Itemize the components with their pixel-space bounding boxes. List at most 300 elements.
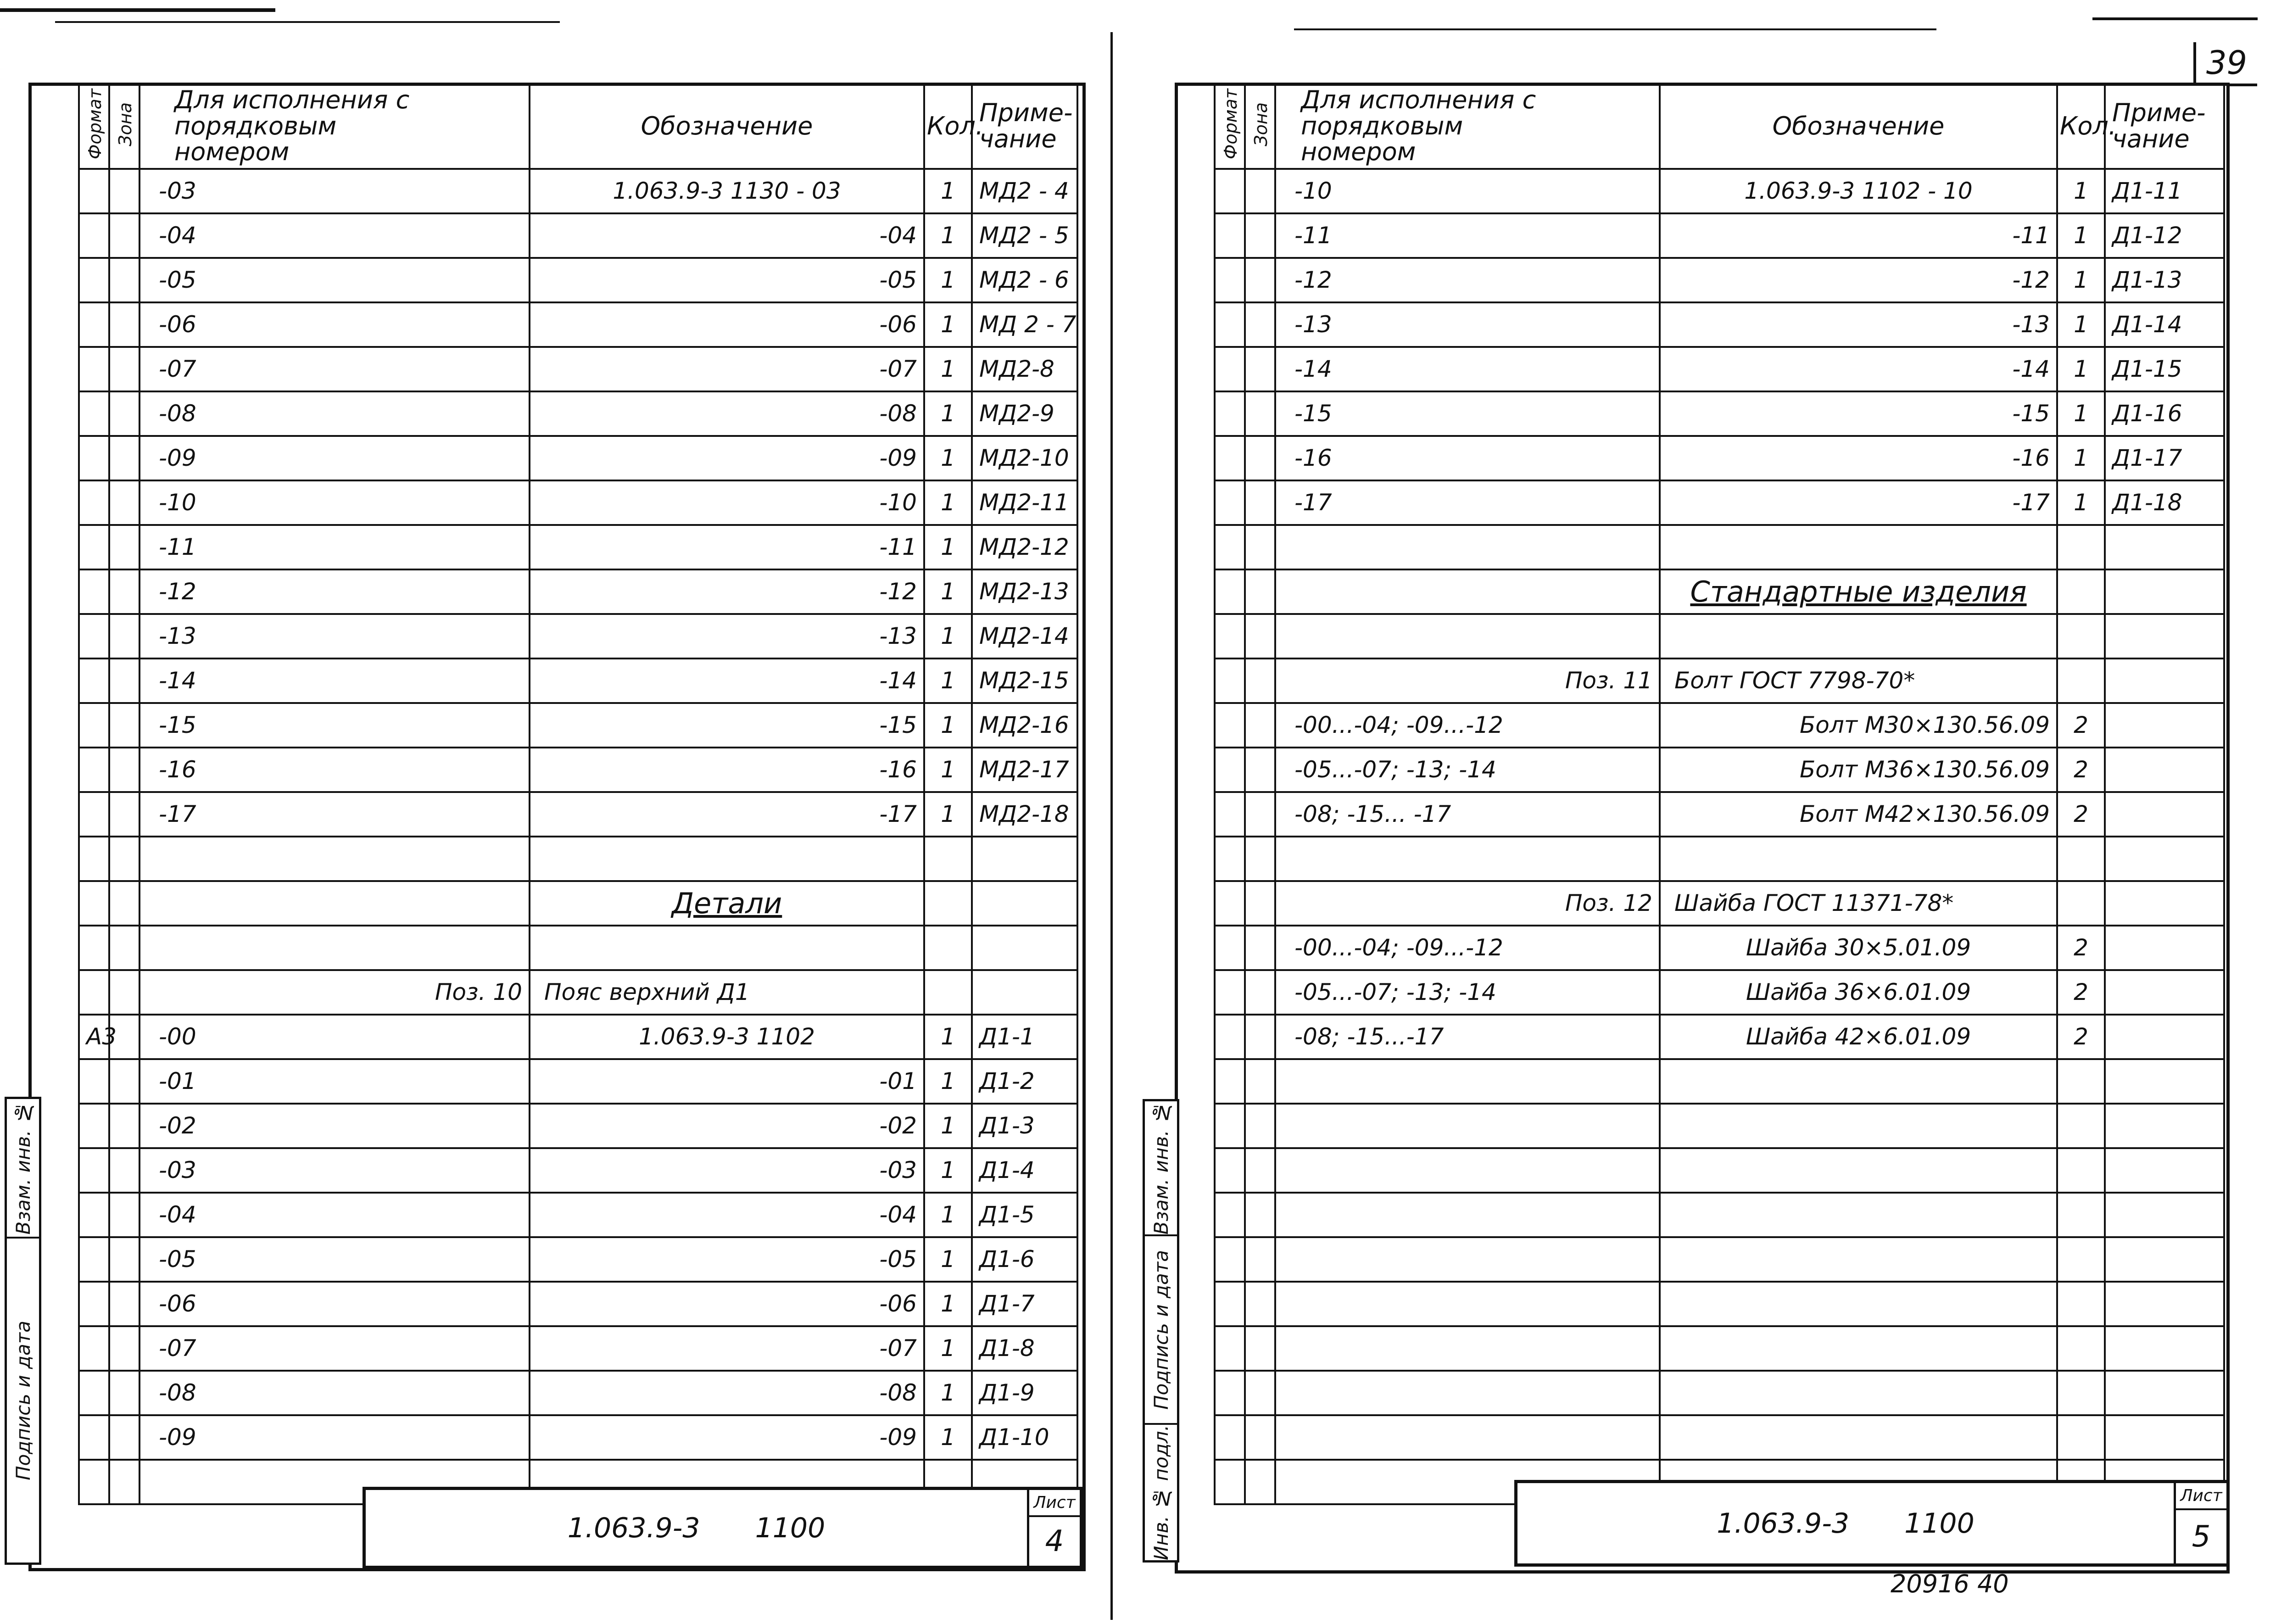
cell-note: Д1-15 <box>2105 347 2224 391</box>
table-row <box>1215 1415 2224 1460</box>
cell-designation <box>530 926 924 970</box>
col-qty: Кол. <box>2057 84 2105 169</box>
cell-designation: Шайба ГОСТ 11371-78* <box>1660 881 2057 926</box>
cell-zone <box>109 614 139 659</box>
cell-zone <box>109 1460 139 1504</box>
top-rule-left <box>0 8 275 12</box>
right-margin-strip <box>1143 1099 1179 1563</box>
cell-variant <box>1275 1104 1660 1148</box>
table-row <box>1215 525 2224 569</box>
cell-format <box>1215 569 1245 614</box>
cell-variant: -12 <box>1275 258 1660 302</box>
cell-qty: 1 <box>924 1415 972 1460</box>
cell-note: МД2-15 <box>972 659 1077 703</box>
col-note: Приме- чание <box>972 84 1077 169</box>
cell-note: Д1-13 <box>2105 258 2224 302</box>
cell-qty: 1 <box>2057 169 2105 213</box>
cell-variant <box>1275 569 1660 614</box>
left-title-block <box>363 1487 1083 1569</box>
cell-designation: -13 <box>1660 302 2057 347</box>
table-row <box>79 302 1077 347</box>
cell-designation: -09 <box>530 1415 924 1460</box>
cell-variant <box>1275 614 1660 659</box>
cell-format <box>79 525 109 569</box>
left-title-main <box>366 1490 1029 1566</box>
table-row <box>79 169 1077 213</box>
cell-format <box>79 1371 109 1415</box>
cell-zone <box>1245 1148 1275 1193</box>
cell-designation: -04 <box>530 213 924 258</box>
cell-designation: -05 <box>530 1237 924 1282</box>
cell-note: Д1-17 <box>2105 436 2224 480</box>
cell-zone <box>1245 703 1275 748</box>
cell-variant: -15 <box>1275 391 1660 436</box>
cell-zone <box>1245 213 1275 258</box>
cell-note <box>972 837 1077 881</box>
cell-qty: 1 <box>2057 258 2105 302</box>
cell-qty: 1 <box>924 1237 972 1282</box>
cell-zone <box>1245 1237 1275 1282</box>
cell-zone <box>1245 1015 1275 1059</box>
cell-qty <box>924 837 972 881</box>
cell-note <box>2105 1282 2224 1326</box>
cell-designation: -06 <box>530 1282 924 1326</box>
cell-variant: -14 <box>1275 347 1660 391</box>
cell-variant: -14 <box>139 659 530 703</box>
cell-format <box>1215 1015 1245 1059</box>
cell-format <box>1215 1415 1245 1460</box>
table-row <box>79 525 1077 569</box>
cell-zone <box>1245 1282 1275 1326</box>
cell-zone <box>109 1104 139 1148</box>
cell-designation: -16 <box>530 748 924 792</box>
cell-format <box>79 1460 109 1504</box>
cell-designation: Болт М36×130.56.09 <box>1660 748 2057 792</box>
cell-format <box>79 926 109 970</box>
cell-variant: -10 <box>1275 169 1660 213</box>
cell-zone <box>1245 970 1275 1015</box>
cell-qty <box>2057 1148 2105 1193</box>
cell-format <box>79 614 109 659</box>
left-sheet-cell <box>1029 1490 1080 1566</box>
cell-note <box>972 881 1077 926</box>
cell-format <box>79 1415 109 1460</box>
cell-variant: -11 <box>139 525 530 569</box>
table-row <box>1215 169 2224 213</box>
cell-zone <box>1245 480 1275 525</box>
cell-variant <box>1275 1415 1660 1460</box>
cell-designation: -10 <box>530 480 924 525</box>
cell-note: МД2 - 4 <box>972 169 1077 213</box>
cell-note <box>2105 1371 2224 1415</box>
cell-qty <box>2057 525 2105 569</box>
table-row <box>1215 213 2224 258</box>
cell-qty: 1 <box>2057 213 2105 258</box>
cell-format <box>1215 703 1245 748</box>
cell-format <box>1215 1059 1245 1104</box>
cell-format <box>1215 1282 1245 1326</box>
cell-variant: -05 <box>139 258 530 302</box>
left-doc-number: 1100 <box>755 1512 826 1544</box>
right-margin-signature: Подпись и дата <box>1145 1236 1177 1424</box>
cell-qty: 2 <box>2057 792 2105 837</box>
cell-qty: 1 <box>924 480 972 525</box>
cell-note: Д1-7 <box>972 1282 1077 1326</box>
table-row <box>1215 748 2224 792</box>
cell-variant: -16 <box>139 748 530 792</box>
cell-variant <box>1275 1059 1660 1104</box>
cell-zone <box>109 926 139 970</box>
cell-designation: Шайба 36×6.01.09 <box>1660 970 2057 1015</box>
cell-zone <box>1245 569 1275 614</box>
table-row <box>1215 926 2224 970</box>
cell-variant: -13 <box>139 614 530 659</box>
table-row <box>79 1015 1077 1059</box>
cell-designation: -14 <box>530 659 924 703</box>
right-doc-code: 1.063.9-3 <box>1717 1507 1850 1540</box>
cell-format <box>79 302 109 347</box>
cell-qty: 1 <box>924 391 972 436</box>
cell-note: Д1-5 <box>972 1193 1077 1237</box>
cell-format <box>79 1059 109 1104</box>
cell-format <box>79 1148 109 1193</box>
cell-format <box>79 480 109 525</box>
margin-cell-signature: Подпись и дата <box>11 1321 34 1480</box>
col-format: Формат <box>1215 84 1245 169</box>
table-row <box>1215 659 2224 703</box>
cell-designation: -05 <box>530 258 924 302</box>
table-row <box>79 792 1077 837</box>
cell-variant: -03 <box>139 1148 530 1193</box>
cell-zone <box>109 525 139 569</box>
cell-note <box>2105 1148 2224 1193</box>
table-row <box>1215 1148 2224 1193</box>
table-row <box>79 1193 1077 1237</box>
cell-format <box>79 748 109 792</box>
table-row <box>79 837 1077 881</box>
table-row <box>79 1059 1077 1104</box>
cell-format <box>1215 881 1245 926</box>
cell-format <box>79 659 109 703</box>
cell-designation <box>1660 525 2057 569</box>
cell-note <box>2105 970 2224 1015</box>
page-number-corner: 39 <box>2193 42 2257 86</box>
cell-zone <box>1245 1460 1275 1504</box>
cell-designation: -14 <box>1660 347 2057 391</box>
bottom-archive-number: 20916 40 <box>1891 1569 2009 1598</box>
cell-format <box>1215 302 1245 347</box>
cell-zone <box>1245 525 1275 569</box>
cell-designation: -11 <box>1660 213 2057 258</box>
cell-designation: Болт М30×130.56.09 <box>1660 703 2057 748</box>
table-row <box>1215 970 2224 1015</box>
cell-variant: -05...-07; -13; -14 <box>1275 970 1660 1015</box>
cell-zone <box>109 837 139 881</box>
cell-variant: Поз. 11 <box>1275 659 1660 703</box>
cell-qty <box>2057 881 2105 926</box>
cell-variant <box>139 837 530 881</box>
cell-variant: -00...-04; -09...-12 <box>1275 926 1660 970</box>
col-variant: Для исполнения с порядковым номером <box>1275 84 1660 169</box>
cell-qty <box>924 926 972 970</box>
left-spec-table <box>78 83 1078 1505</box>
cell-designation: -07 <box>530 347 924 391</box>
table-row <box>79 1415 1077 1460</box>
cell-qty <box>2057 837 2105 881</box>
cell-note: МД2-18 <box>972 792 1077 837</box>
cell-zone <box>1245 837 1275 881</box>
cell-note: Д1-8 <box>972 1326 1077 1371</box>
cell-zone <box>1245 258 1275 302</box>
cell-zone <box>1245 436 1275 480</box>
cell-zone <box>109 703 139 748</box>
cell-note: Д1-18 <box>2105 480 2224 525</box>
cell-format <box>1215 169 1245 213</box>
cell-designation: -04 <box>530 1193 924 1237</box>
cell-designation: -08 <box>530 391 924 436</box>
cell-variant: -09 <box>139 436 530 480</box>
cell-format <box>79 436 109 480</box>
table-row <box>79 436 1077 480</box>
cell-zone <box>1245 391 1275 436</box>
cell-variant: -04 <box>139 213 530 258</box>
cell-qty: 1 <box>924 302 972 347</box>
cell-qty <box>924 881 972 926</box>
cell-variant: -02 <box>139 1104 530 1148</box>
cell-zone <box>1245 792 1275 837</box>
right-title-block <box>1514 1480 2230 1567</box>
cell-variant: -05 <box>139 1237 530 1282</box>
right-sheet-label: Лист <box>2176 1483 2226 1510</box>
cell-zone <box>1245 347 1275 391</box>
cell-zone <box>109 347 139 391</box>
cell-note <box>2105 1237 2224 1282</box>
cell-qty: 1 <box>924 792 972 837</box>
left-margin-strip <box>5 1097 41 1565</box>
cell-note <box>2105 1415 2224 1460</box>
cell-zone <box>109 792 139 837</box>
cell-format <box>1215 1460 1245 1504</box>
cell-note <box>2105 525 2224 569</box>
cell-designation <box>1660 1193 2057 1237</box>
cell-note: Д1-2 <box>972 1059 1077 1104</box>
cell-note: Д1-1 <box>972 1015 1077 1059</box>
cell-zone <box>109 1193 139 1237</box>
cell-qty <box>2057 1282 2105 1326</box>
cell-zone <box>109 480 139 525</box>
cell-qty <box>2057 659 2105 703</box>
cell-designation: Болт ГОСТ 7798-70* <box>1660 659 2057 703</box>
cell-qty: 1 <box>924 1282 972 1326</box>
cell-designation: -17 <box>1660 480 2057 525</box>
cell-qty: 1 <box>924 614 972 659</box>
cell-note <box>2105 792 2224 837</box>
table-row <box>1215 703 2224 748</box>
cell-format <box>1215 970 1245 1015</box>
table-row <box>79 970 1077 1015</box>
cell-variant: -08; -15... -17 <box>1275 792 1660 837</box>
cell-qty <box>2057 1415 2105 1460</box>
cell-qty <box>2057 1371 2105 1415</box>
cell-designation: -12 <box>530 569 924 614</box>
cell-note: МД2-12 <box>972 525 1077 569</box>
table-row <box>79 881 1077 926</box>
right-header-row <box>1215 84 2224 169</box>
cell-qty: 1 <box>924 169 972 213</box>
cell-note: Д1-14 <box>2105 302 2224 347</box>
cell-format <box>79 881 109 926</box>
cell-note: МД2-8 <box>972 347 1077 391</box>
cell-qty <box>2057 1326 2105 1371</box>
table-row <box>1215 391 2224 436</box>
cell-zone <box>109 748 139 792</box>
cell-zone <box>1245 1326 1275 1371</box>
cell-qty <box>2057 1193 2105 1237</box>
cell-designation: -13 <box>530 614 924 659</box>
right-sheet-cell <box>2176 1483 2226 1563</box>
cell-qty: 1 <box>924 347 972 391</box>
cell-note <box>2105 837 2224 881</box>
cell-format <box>1215 525 1245 569</box>
cell-format <box>1215 1237 1245 1282</box>
cell-format <box>79 1193 109 1237</box>
left-sheet-label: Лист <box>1029 1490 1080 1517</box>
table-row <box>79 1371 1077 1415</box>
cell-qty <box>2057 569 2105 614</box>
cell-format <box>1215 792 1245 837</box>
cell-qty: 1 <box>924 659 972 703</box>
left-sheet-number: 4 <box>1045 1524 1064 1558</box>
cell-designation <box>1660 614 2057 659</box>
cell-note: МД2-13 <box>972 569 1077 614</box>
cell-note <box>2105 748 2224 792</box>
cell-format <box>79 970 109 1015</box>
cell-note: Д1-10 <box>972 1415 1077 1460</box>
cell-note: Д1-6 <box>972 1237 1077 1282</box>
col-zone: Зона <box>1245 84 1275 169</box>
cell-variant <box>1275 1326 1660 1371</box>
cell-note <box>2105 1059 2224 1104</box>
cell-zone <box>1245 1371 1275 1415</box>
table-row <box>1215 1237 2224 1282</box>
cell-format <box>1215 347 1245 391</box>
cell-designation: -16 <box>1660 436 2057 480</box>
cell-variant: Поз. 12 <box>1275 881 1660 926</box>
cell-zone <box>1245 1415 1275 1460</box>
cell-note: Д1-11 <box>2105 169 2224 213</box>
cell-qty: 1 <box>924 1104 972 1148</box>
cell-note: МД2-16 <box>972 703 1077 748</box>
cell-qty: 1 <box>2057 436 2105 480</box>
cell-qty: 1 <box>924 748 972 792</box>
cell-designation: Детали <box>530 881 924 926</box>
cell-zone <box>1245 1104 1275 1148</box>
cell-qty: 1 <box>924 569 972 614</box>
cell-qty: 1 <box>924 1148 972 1193</box>
table-row <box>1215 1193 2224 1237</box>
table-row <box>79 1326 1077 1371</box>
cell-qty: 1 <box>924 213 972 258</box>
cell-format <box>1215 391 1245 436</box>
cell-zone <box>1245 926 1275 970</box>
cell-format <box>79 792 109 837</box>
cell-note: МД2 - 5 <box>972 213 1077 258</box>
table-row <box>79 1282 1077 1326</box>
cell-qty: 1 <box>2057 347 2105 391</box>
cell-designation: 1.063.9-3 1102 <box>530 1015 924 1059</box>
cell-variant: -11 <box>1275 213 1660 258</box>
cell-qty: 1 <box>924 436 972 480</box>
cell-designation <box>1660 1104 2057 1148</box>
cell-note <box>972 970 1077 1015</box>
cell-zone <box>109 302 139 347</box>
cell-zone <box>1245 881 1275 926</box>
cell-format <box>1215 1326 1245 1371</box>
cell-note <box>2105 659 2224 703</box>
cell-designation <box>1660 1059 2057 1104</box>
cell-format <box>1215 1104 1245 1148</box>
table-row <box>79 1104 1077 1148</box>
cell-format <box>1215 1148 1245 1193</box>
cell-note: МД2-14 <box>972 614 1077 659</box>
table-row <box>79 1237 1077 1282</box>
cell-variant: -08; -15...-17 <box>1275 1015 1660 1059</box>
cell-variant <box>1275 837 1660 881</box>
cell-zone <box>109 213 139 258</box>
col-designation: Обозначение <box>530 84 924 169</box>
col-designation: Обозначение <box>1660 84 2057 169</box>
cell-qty <box>2057 1059 2105 1104</box>
cell-format <box>79 1104 109 1148</box>
cell-format <box>1215 258 1245 302</box>
cell-zone <box>109 1059 139 1104</box>
cell-zone <box>109 970 139 1015</box>
table-row <box>79 480 1077 525</box>
cell-designation <box>1660 1371 2057 1415</box>
gutter-line <box>1110 32 1113 1620</box>
cell-format <box>79 169 109 213</box>
cell-format <box>79 347 109 391</box>
cell-format: А3 <box>79 1015 109 1059</box>
col-note: Приме- чание <box>2105 84 2224 169</box>
cell-variant <box>1275 1371 1660 1415</box>
left-body <box>79 169 1077 1504</box>
cell-note: МД2-10 <box>972 436 1077 480</box>
cell-designation: 1.063.9-3 1102 - 10 <box>1660 169 2057 213</box>
table-row <box>79 926 1077 970</box>
cell-designation: Шайба 42×6.01.09 <box>1660 1015 2057 1059</box>
cell-variant: -07 <box>139 347 530 391</box>
cell-format <box>79 837 109 881</box>
table-row <box>1215 614 2224 659</box>
cell-designation: -15 <box>1660 391 2057 436</box>
cell-zone <box>109 569 139 614</box>
cell-zone <box>1245 169 1275 213</box>
cell-note: Д1-16 <box>2105 391 2224 436</box>
cell-format <box>1215 1371 1245 1415</box>
cell-format <box>79 1326 109 1371</box>
table-row <box>1215 837 2224 881</box>
cell-zone <box>109 169 139 213</box>
cell-designation: Болт М42×130.56.09 <box>1660 792 2057 837</box>
cell-variant <box>1275 1148 1660 1193</box>
cell-designation: -03 <box>530 1148 924 1193</box>
cell-format <box>79 213 109 258</box>
table-row <box>1215 1371 2224 1415</box>
left-doc-code: 1.063.9-3 <box>567 1512 700 1544</box>
cell-variant: -06 <box>139 302 530 347</box>
cell-format <box>1215 748 1245 792</box>
